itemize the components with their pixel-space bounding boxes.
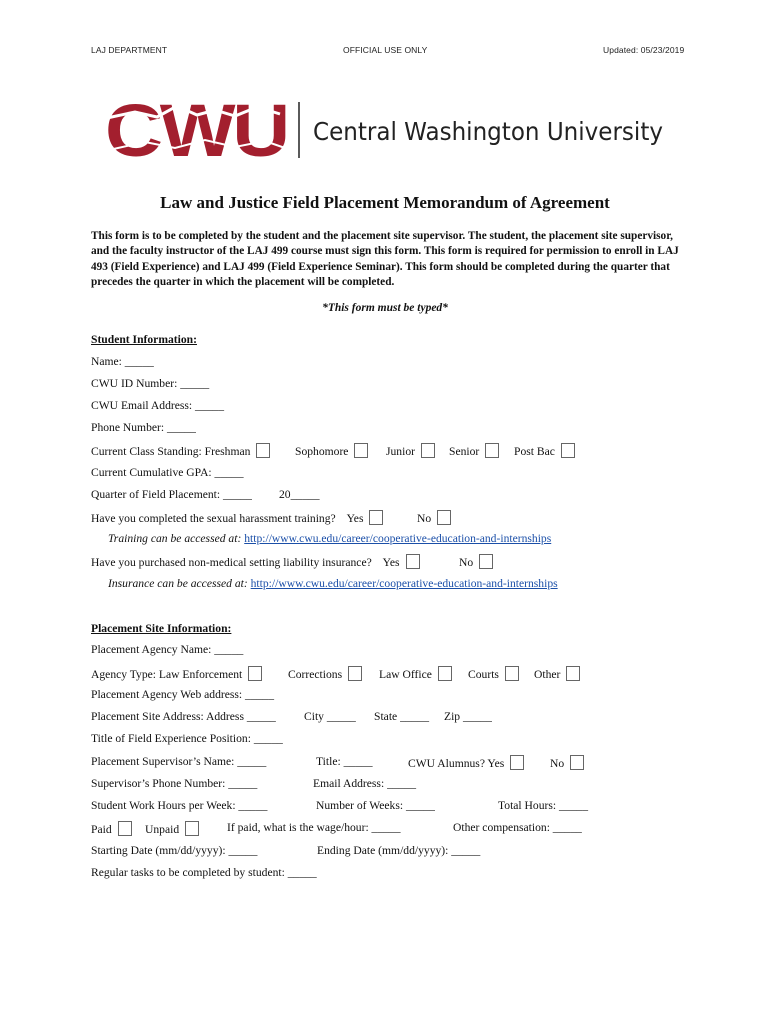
junior-checkbox[interactable] (421, 443, 435, 458)
quarter-field[interactable]: Quarter of Field Placement: _____ (91, 488, 252, 501)
paid-checkbox[interactable] (118, 821, 132, 836)
insurance-yes-checkbox[interactable] (406, 554, 420, 569)
header-left: LAJ DEPARTMENT (91, 45, 168, 55)
training-yes-checkbox[interactable] (369, 510, 383, 525)
post-bac-checkbox[interactable] (561, 443, 575, 458)
start-date-field[interactable]: Starting Date (mm/dd/yyyy): _____ (91, 844, 258, 857)
paid-option: Paid (91, 821, 132, 836)
alumnus-no: No (550, 755, 584, 770)
standing-freshman-label: Current Class Standing: Freshman (91, 445, 251, 458)
name-field[interactable]: Name: _____ (91, 355, 154, 368)
hours-per-week-field[interactable]: Student Work Hours per Week: _____ (91, 799, 268, 812)
regular-tasks-field[interactable]: Regular tasks to be completed by student: _____ (91, 866, 317, 879)
alumnus-yes: CWU Alumnus? Yes (408, 755, 524, 770)
unpaid-checkbox[interactable] (185, 821, 199, 836)
city-field[interactable]: City _____ (304, 710, 356, 723)
logo-mark: CWU (105, 98, 287, 162)
class-standing-row (91, 443, 270, 458)
total-hours-field[interactable]: Total Hours: _____ (498, 799, 588, 812)
standing-senior: Senior (449, 443, 499, 458)
agency-other: Other (534, 666, 580, 681)
alumnus-yes-checkbox[interactable] (510, 755, 524, 770)
state-field[interactable]: State _____ (374, 710, 430, 723)
courts-checkbox[interactable] (505, 666, 519, 681)
header-center: OFFICIAL USE ONLY (343, 45, 428, 55)
standing-junior: Junior (386, 443, 435, 458)
cwu-id-field[interactable]: CWU ID Number: _____ (91, 377, 210, 390)
gpa-field[interactable]: Current Cumulative GPA: _____ (91, 466, 244, 479)
law-office-checkbox[interactable] (438, 666, 452, 681)
standing-sophomore: Sophomore (295, 443, 368, 458)
training-no: No (417, 510, 451, 525)
standing-post-bac: Post Bac (514, 443, 575, 458)
insurance-question: Have you purchased non-medical setting liability insurance? Yes (91, 554, 420, 569)
supervisor-email-field[interactable]: Email Address: _____ (313, 777, 417, 790)
student-heading: Student Information: (91, 333, 197, 346)
placement-heading: Placement Site Information: (91, 622, 232, 635)
sophomore-checkbox[interactable] (354, 443, 368, 458)
year-field[interactable]: 20_____ (279, 488, 320, 501)
training-note: Training can be accessed at: http://www.cwu.edu/career/cooperative-education-and-internships (108, 532, 552, 545)
other-checkbox[interactable] (566, 666, 580, 681)
web-address-field[interactable]: Placement Agency Web address: _____ (91, 688, 275, 701)
training-question: Have you completed the sexual harassment training? Yes (91, 510, 383, 525)
agency-name-field[interactable]: Placement Agency Name: _____ (91, 643, 244, 656)
supervisor-name-field[interactable]: Placement Supervisor’s Name: _____ (91, 755, 267, 768)
senior-checkbox[interactable] (485, 443, 499, 458)
training-link[interactable]: http://www.cwu.edu/career/cooperative-education-and-internships (244, 532, 552, 545)
insurance-no-checkbox[interactable] (479, 554, 493, 569)
header-right: Updated: 05/23/2019 (603, 45, 685, 55)
training-yes-label: Yes (346, 512, 364, 525)
agency-courts: Courts (468, 666, 519, 681)
supervisor-title-field[interactable]: Title: _____ (316, 755, 373, 768)
other-compensation-field[interactable]: Other compensation: _____ (453, 821, 582, 834)
form-title: Law and Justice Field Placement Memorandum of Agreement (160, 193, 610, 212)
cwu-email-field[interactable]: CWU Email Address: _____ (91, 399, 224, 412)
agency-law-enforcement-label: Agency Type: Law Enforcement (91, 668, 243, 681)
wage-field[interactable]: If paid, what is the wage/hour: _____ (227, 821, 401, 834)
agency-corrections: Corrections (288, 666, 362, 681)
intro-paragraph: This form is to be completed by the student and the placement site supervisor. The student, the placement site supervisor, and the faculty instructor of the LAJ 499 course must sign this form. This form is required for permission to enroll in LAJ 493 (Field Experience) and LAJ 499 (Field Experience Seminar). This form should be completed during the quarter that precedes the quarter in which the placement will be completed. (91, 230, 679, 288)
phone-field[interactable]: Phone Number: _____ (91, 421, 196, 434)
supervisor-phone-field[interactable]: Supervisor’s Phone Number: _____ (91, 777, 258, 790)
alumnus-no-checkbox[interactable] (570, 755, 584, 770)
training-no-checkbox[interactable] (437, 510, 451, 525)
law-enforcement-checkbox[interactable] (248, 666, 262, 681)
site-address-field[interactable]: Placement Site Address: Address _____ (91, 710, 276, 723)
insurance-yes-label: Yes (382, 556, 400, 569)
insurance-note: Insurance can be accessed at: http://www.cwu.edu/career/cooperative-education-and-internships (108, 577, 558, 590)
corrections-checkbox[interactable] (348, 666, 362, 681)
logo-name: Central Washington University (313, 117, 663, 146)
agency-type-row (91, 666, 262, 681)
typed-note: *This form must be typed* (322, 302, 448, 314)
insurance-link[interactable]: http://www.cwu.edu/career/cooperative-education-and-internships (250, 577, 558, 590)
number-of-weeks-field[interactable]: Number of Weeks: _____ (316, 799, 435, 812)
freshman-checkbox[interactable] (256, 443, 270, 458)
unpaid-option: Unpaid (145, 821, 199, 836)
agency-law-office: Law Office (379, 666, 452, 681)
zip-field[interactable]: Zip _____ (444, 710, 492, 723)
insurance-no: No (459, 554, 493, 569)
cwu-logo (105, 98, 675, 162)
position-title-field[interactable]: Title of Field Experience Position: _____ (91, 732, 283, 745)
end-date-field[interactable]: Ending Date (mm/dd/yyyy): _____ (317, 844, 481, 857)
